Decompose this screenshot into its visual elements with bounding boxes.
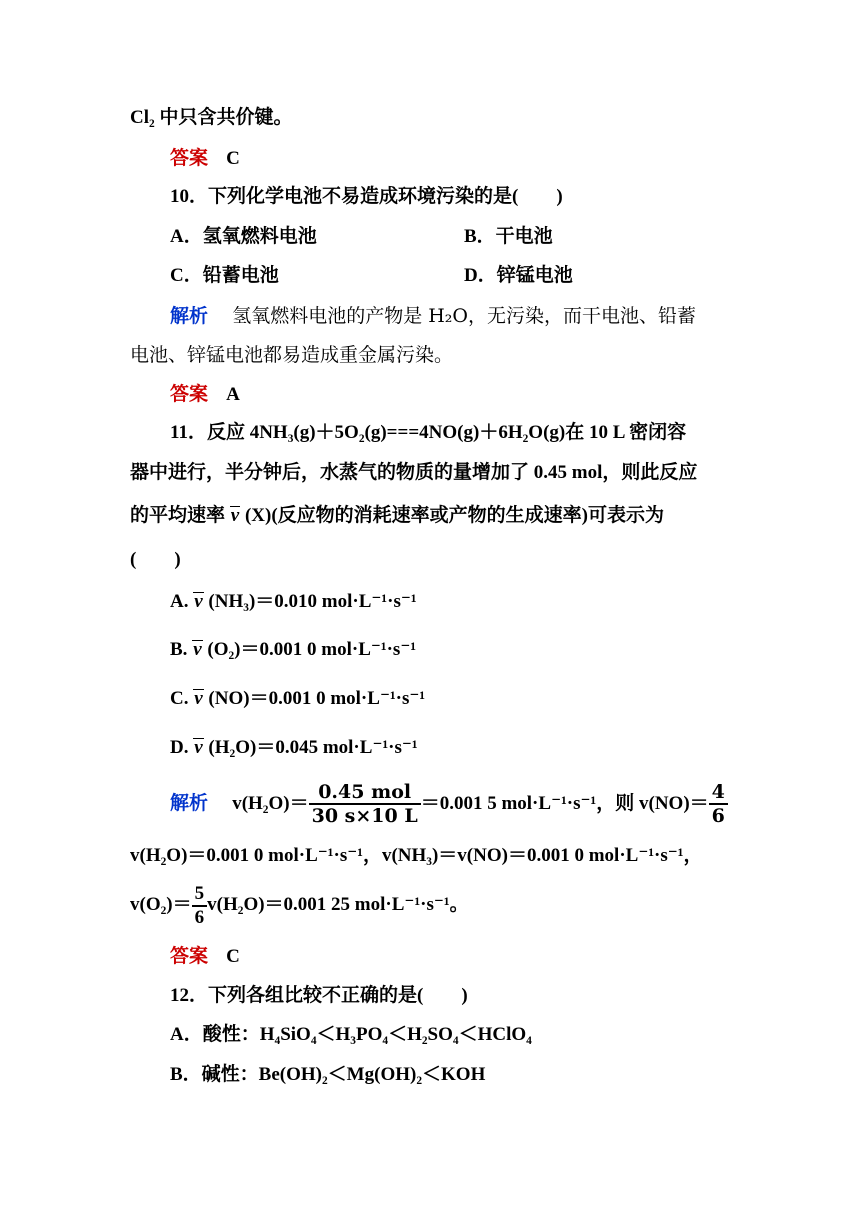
question-11-line1: 11．反应 4NH₃(g)＋5O₂(g)===4NO(g)＋6H₂O(g)在 10 L 密闭容 [170,422,687,443]
fraction-numerator: 0.45 mol [309,781,421,805]
explanation-11-line3 [130,882,469,929]
fraction [709,781,728,827]
q12-option-b: B．碱性：Be(OH)₂＜Mg(OH)₂＜KOH [170,1064,486,1085]
question-10: 10．下列化学电池不易造成环境污染的是( ) [170,186,563,207]
eq-mid: ＝0.001 5 mol·L⁻¹·s⁻¹，则 v(NO)＝ [420,793,709,814]
fraction [192,883,208,929]
q11-text-pre: 的平均速率 [130,505,226,526]
q10-option-d: D．锌锰电池 [464,265,573,286]
explanation-text: 氢氧燃料电池的产物是 H₂O，无污染，而干电池、铅蓄 [232,305,696,327]
option-text: (H₂O)＝0.045 mol·L⁻¹·s⁻¹ [208,737,418,758]
q11-option-d [170,736,418,760]
q11-option-a [170,590,417,614]
answer-label: 答案 [170,383,209,405]
answer-value: A [226,384,240,405]
question-11-line3 [130,504,664,528]
eq-rest: v(H₂O)＝0.001 25 mol·L⁻¹·s⁻¹。 [207,894,469,915]
fraction-denominator: 6 [194,906,205,928]
option-text: (NH₃)＝0.010 mol·L⁻¹·s⁻¹ [208,591,417,612]
option-letter: B. [170,639,188,660]
option-letter: D. [170,737,189,758]
option-letter: C. [170,688,189,709]
q10-option-b: B．干电池 [464,226,553,247]
q11-text-post: (X)(反应物的消耗速率或产物的生成速率)可表示为 [244,505,664,526]
option-text: (NO)＝0.001 0 mol·L⁻¹·s⁻¹ [208,688,426,709]
fraction [309,781,421,827]
explanation-11-line1 [170,780,728,827]
eq-lhs: v(O₂)＝ [130,894,192,915]
explanation-10-line1 [170,304,730,328]
answer-9 [170,146,240,171]
q12-option-a: A．酸性：H₄SiO₄＜H₃PO₄＜H₂SO₄＜HClO₄ [170,1024,532,1045]
fraction-denominator: 30 s×10 L [311,805,418,827]
explanation-label: 解析 [170,792,209,814]
eq-lhs: v(H₂O)＝ [232,793,309,814]
question-11-line2: 器中进行，半分钟后，水蒸气的物质的量增加了 0.45 mol，则此反应 [130,462,698,483]
q10-option-a: A．氢氧燃料电池 [170,226,317,247]
answer-value: C [226,148,240,169]
q10-option-c: C．铅蓄电池 [170,265,279,286]
explanation-11-line2: v(H₂O)＝0.001 0 mol·L⁻¹·s⁻¹，v(NH₃)＝v(NO)＝0.001 0 mol·L⁻¹·s⁻¹， [130,845,703,866]
v-bar-symbol: v [194,737,203,758]
option-letter: A. [170,591,189,612]
v-bar-symbol: v [193,639,202,660]
fraction-denominator: 6 [711,805,725,827]
explanation-label: 解析 [170,305,209,327]
answer-label: 答案 [170,945,209,967]
fraction-numerator: 4 [709,781,728,805]
v-bar-symbol: v [230,505,240,526]
line-cl2: Cl₂ 中只含共价键。 [130,107,293,128]
q11-option-b [170,638,416,662]
answer-label: 答案 [170,147,209,169]
v-bar-symbol: v [194,688,203,709]
answer-10 [170,382,240,407]
answer-value: C [226,946,240,967]
question-12: 12．下列各组比较不正确的是( ) [170,985,468,1006]
answer-11 [170,944,240,969]
explanation-10-line2: 电池、锌锰电池都易造成重金属污染。 [130,344,454,366]
v-bar-symbol: v [194,591,203,612]
option-text: (O₂)＝0.001 0 mol·L⁻¹·s⁻¹ [207,639,417,660]
question-11-line4: ( ) [130,549,181,570]
fraction-numerator: 5 [192,883,208,907]
q11-option-c [170,687,425,711]
